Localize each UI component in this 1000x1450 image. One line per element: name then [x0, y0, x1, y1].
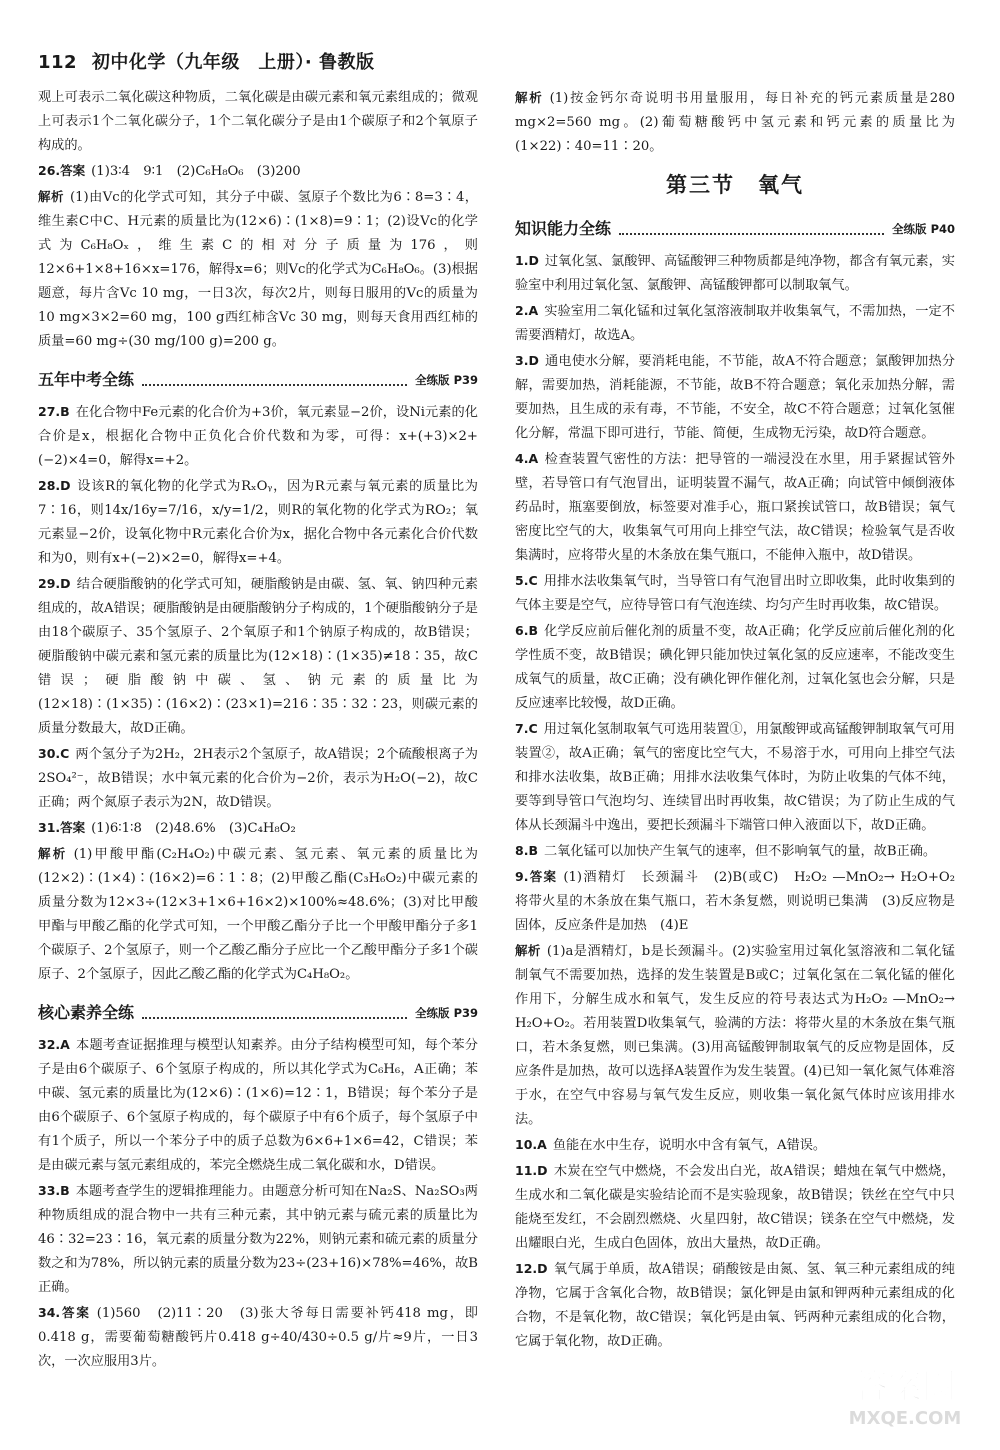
item-text: 氧气属于单质，故A错误；硝酸铵是由氮、氢、氧三种元素组成的纯净物，它属于含氧化合物，故B错误；氯化钾是由氯和钾两种元素组成的化合物，不是氧化物，故C错误；氧化钙是由氧、钙两种元素组成的化合物，它属于氧化物，故D正确。 [515, 1262, 955, 1349]
item-number: 28.D [38, 478, 71, 493]
item-number: 32.A [38, 1037, 70, 1052]
item-text: 过氧化氢、氯酸钾、高锰酸钾三种物质都是纯净物，都含有氧元素，实验室中利用过氧化氢、氯酸钾、高锰酸钾都可以制取氧气。 [515, 254, 955, 293]
item-number: 4.A [515, 451, 539, 466]
item-text: (1)560 (2)11∶20 (3)张大爷每日需要补钙418 mg，即0.418 g，需要葡萄糖酸钙片0.418 g÷40/430÷0.5 g/片≈9片，一日3次，一次应服用3片。 [38, 1306, 478, 1369]
book-title: 初中化学（九年级 上册）· 鲁教版 [91, 52, 375, 73]
answer-item [515, 569, 955, 618]
answer-item [515, 349, 955, 446]
subhead-title: 知识能力全练 [515, 219, 612, 238]
item-number: 12.D [515, 1261, 548, 1276]
item-text: (1)按金钙尔奇说明书用量服用，每日补充的钙元素质量是280 mg×2=560 mg。(2)葡萄糖酸钙中氢元素和钙元素的质量比为(1×22)∶40=11∶20。 [515, 91, 955, 154]
answer-item [515, 619, 955, 716]
item-text: (1)3∶4 9∶1 (2)C₆H₈O₆ (3)200 [91, 164, 301, 179]
item-text: 本题考查学生的逻辑推理能力。由题意分析可知在Na₂S、Na₂SO₃两种物质组成的混合物中一共有三种元素，其中钠元素与硫元素的质量比为46∶32=23∶16，氧元素的质量分数为22%，则钠元素和硫元素的质量分数之和为78%，所以钠元素的质量分数为23÷(23+16)×78%=46%，故B正确。 [38, 1184, 478, 1295]
answer-item [515, 249, 955, 298]
left-column [38, 86, 478, 1375]
item-text: 用过氧化氢制取氧气可选用装置①，用氯酸钾或高锰酸钾制取氧气可用装置②，故A正确；氧气的密度比空气大，不易溶于水，可用向上排空气法和排水法收集，故B正确；用排水法收集气体时，为防止收集的气体不纯，要等到导管口气泡均匀、连续冒出时再收集，故C错误；为了防止生成的气体从长颈漏斗中逸出，要把长颈漏斗下端管口伸入液面以下，故D正确。 [515, 722, 955, 833]
item-text: 二氧化锰可以加快产生氧气的速率，但不影响氧气的量，故B正确。 [543, 844, 937, 859]
dotted-leader [619, 233, 884, 235]
item-number: 33.B [38, 1183, 70, 1198]
item-number: 解析 [515, 943, 541, 958]
item-number: 2.A [515, 303, 539, 318]
page-number: 112 [38, 52, 78, 73]
section-subhead [515, 217, 955, 241]
subhead-title: 核心素养全练 [38, 1003, 135, 1022]
answer-item [38, 842, 478, 987]
answer-list-r-a [515, 86, 955, 159]
item-number: 1.D [515, 253, 539, 268]
answer-item [515, 939, 955, 1132]
item-text: (1)酒精灯 长颈漏斗 (2)B(或C) H₂O₂ —MnO₂→ H₂O+O₂ 将带火星的木条放在集气瓶口，若木条复燃，则说明已集满 (3)反应物是固体，反应条件是加热 (4)E [515, 870, 969, 933]
answer-item [515, 447, 955, 568]
intro-paragraph: 观上可表示二氧化碳这种物质，二氧化碳是由碳元素和氧元素组成的；微观上可表示1个二氧化碳分子，1个二氧化碳分子是由1个碳原子和2个氧原子构成的。 [38, 90, 478, 153]
item-number: 27.B [38, 404, 70, 419]
watermark-text: 答案圈 [854, 1367, 956, 1407]
item-text: 检查装置气密性的方法：把导管的一端浸没在水里，用手紧握试管外壁，若导管口有气泡冒出，证明装置不漏气，故A正确；向试管中倾倒液体药品时，瓶塞要倒放，标签要对准手心，瓶口紧挨试管口，故B错误；氧气密度比空气的大，收集氧气可用向上排空气法，故C错误；检验氧气是否收集满时，应将带火星的木条放在集气瓶口，不能伸入瓶中，故D错误。 [515, 452, 955, 563]
answer-item [38, 816, 478, 841]
answer-list-b [38, 400, 478, 987]
subhead-title: 五年中考全练 [38, 370, 135, 389]
page-header [38, 48, 374, 74]
watermark-logo [820, 1360, 990, 1430]
answer-item [515, 717, 955, 838]
subhead-reference: 全练版 P40 [892, 222, 955, 236]
answer-item [38, 185, 478, 354]
dotted-leader [142, 1017, 407, 1019]
item-text: 用排水法收集氧气时，当导管口有气泡冒出时立即收集，此时收集到的气体主要是空气，应待导管口有气泡连续、均匀产生时再收集，故C错误。 [515, 574, 955, 613]
item-number: 10.A [515, 1137, 547, 1152]
item-text: (1)甲酸甲酯(C₂H₄O₂)中碳元素、氢元素、氧元素的质量比为(12×2)∶(1×4)∶(16×2)=6∶1∶8；(2)甲酸乙酯(C₃H₆O₂)中碳元素的质量分数为12×3÷(12×3+1×6+16×2)×100%≈48.6%；(3)对比甲酸甲酯与甲酸乙酯的化学式可知，一个甲酸乙酯分子比一个甲酸甲酯分子多1个碳原子、2个氢原子，则一个乙酸乙酯分子应比一个乙酸甲酯分子多1个碳原子、2个氢原子，因此乙酸乙酯的化学式为C₄H₈O₂。 [38, 847, 478, 982]
section-subhead [38, 1001, 478, 1025]
answer-item [515, 1257, 955, 1354]
answer-item [515, 299, 955, 348]
answer-item [515, 1159, 955, 1256]
item-number: 8.B [515, 843, 538, 858]
right-column [515, 86, 969, 1355]
answer-item [38, 1033, 478, 1178]
item-number: 3.D [515, 353, 539, 368]
item-number: 11.D [515, 1163, 548, 1178]
answer-item [38, 1179, 478, 1300]
answer-list-a [38, 159, 478, 354]
item-number: 解析 [38, 846, 68, 861]
item-text: 两个氢分子为2H₂，2H表示2个氢原子，故A错误；2个硫酸根离子为2SO₄²⁻，故B错误；水中氧元素的化合价为−2价，表示为H₂O(−2)，故C正确；两个氮原子表示为2N，故D错误。 [38, 747, 478, 810]
item-text: 鱼能在水中生存，说明水中含有氧气，A错误。 [552, 1138, 827, 1153]
item-number: 30.C [38, 746, 70, 761]
answer-list-r-b [515, 249, 969, 1354]
item-number: 34.答案 [38, 1305, 91, 1320]
answer-item [38, 400, 478, 473]
answer-item [38, 1301, 478, 1374]
item-text: (1)由Vc的化学式可知，其分子中碳、氢原子个数比为6∶8=3∶4，维生素C中C、H元素的质量比为(12×6)∶(1×8)=9∶1；(2)设Vc的化学式为C₆H₈Oₓ，维生素C的相对分子质量为176，则12×6+1×8+16×x=176，解得x=6；则Vc的化学式为C₆H₈O₆。(3)根据题意，每片含Vc 10 mg，一日3次，每次2片，则每日服用的Vc的质量为10 mg×3×2=60 mg，100 g西红柿含Vc 30 mg，则每天食用西红柿的质量=60 mg÷(30 mg/100 g)=200 g。 [38, 190, 478, 349]
answer-item [38, 572, 478, 741]
answer-item [38, 474, 478, 571]
watermark-url: MXQE.COM [848, 1408, 962, 1429]
answer-item [515, 839, 955, 864]
answer-item [515, 86, 955, 159]
item-text: 结合硬脂酸钠的化学式可知，硬脂酸钠是由碳、氢、氧、钠四种元素组成的，故A错误；硬脂酸钠是由硬脂酸钠分子构成的，1个硬脂酸钠分子是由18个碳原子、35个氢原子、2个氧原子和1个钠原子构成的，故B错误；硬脂酸钠中碳元素和氢元素的质量比为(12×18)∶(1×35)≠18∶35，故C错误；硬脂酸钠中碳、氢、钠元素的质量比为(12×18)∶(1×35)∶(16×2)∶(23×1)=216∶35∶32∶23，则碳元素的质量分数最大，故D正确。 [38, 577, 478, 736]
item-number: 9.答案 [515, 869, 558, 884]
item-text: 通电使水分解，要消耗电能，不节能，故A不符合题意；氯酸钾加热分解，需要加热，消耗能源，不节能，故B不符合题意；氧化汞加热分解，需要加热，且生成的汞有毒，不节能，不安全，故C不符合题意；过氧化氢催化分解，常温下即可进行，节能、简便，生成物无污染，故D符合题意。 [515, 354, 955, 441]
subhead-reference: 全练版 P39 [415, 1006, 478, 1020]
item-text: (1)a是酒精灯，b是长颈漏斗。(2)实验室用过氧化氢溶液和二氧化锰制氧气不需要加热，选择的发生装置是B或C；过氧化氢在二氧化锰的催化作用下，分解生成水和氧气，发生反应的符号表达式为H₂O₂ —MnO₂→ H₂O+O₂。若用装置D收集氧气，验满的方法：将带火星的木条放在集气瓶口，若木条复燃，则已集满。(3)用高锰酸钾制取氧气的反应物是固体，反应条件是加热，故可以选择A装置作为发生装置。(4)已知一氧化氮气体难溶于水，在空气中容易与氧气发生反应，则收集一氧化氮气体时应该用排水法。 [515, 944, 955, 1127]
item-number: 5.C [515, 573, 538, 588]
answer-item [38, 159, 478, 184]
item-text: 实验室用二氧化锰和过氧化氢溶液制取并收集氧气，不需加热，一定不需要酒精灯，故选A。 [515, 304, 955, 343]
item-text: 木炭在空气中燃烧，不会发出白光，故A错误；蜡烛在氧气中燃烧，生成水和二氧化碳是实验结论而不是实验现象，故B错误；铁丝在空气中只能烧至发红，不会剧烈燃烧、火星四射，故C错误；镁条在空气中燃烧，发出耀眼白光，生成白色固体，放出大量热，故D正确。 [515, 1164, 955, 1251]
item-number: 解析 [515, 90, 544, 105]
answer-item [515, 865, 969, 938]
item-number: 7.C [515, 721, 538, 736]
item-text: 在化合物中Fe元素的化合价为+3价，氧元素显−2价，设Ni元素的化合价是x，根据化合物中正负化合价代数和为零，可得：x+(+3)×2+(−2)×4=0，解得x=+2。 [38, 405, 478, 468]
item-number: 26.答案 [38, 163, 86, 178]
subhead-reference: 全练版 P39 [415, 373, 478, 387]
item-text: 本题考查证据推理与模型认知素养。由分子结构模型可知，每个苯分子是由6个碳原子、6个氢原子构成的，所以其化学式为C₆H₆，A正确；苯中碳、氢元素的质量比为(12×6)∶(1×6)=12∶1，B错误；每个苯分子是由6个碳原子、6个氢原子构成的，每个碳原子中有6个质子，每个氢原子中有1个质子，所以一个苯分子中的质子总数为6×6+1×6=42，C错误；苯是由碳元素与氢元素组成的，苯完全燃烧生成二氧化碳和水，D错误。 [38, 1038, 478, 1173]
item-number: 31.答案 [38, 820, 86, 835]
item-text: (1)6∶1∶8 (2)48.6% (3)C₄H₈O₂ [91, 821, 296, 836]
item-number: 解析 [38, 189, 64, 204]
answer-list-c [38, 1033, 478, 1374]
item-number: 6.B [515, 623, 538, 638]
answer-item [515, 1133, 955, 1158]
item-text: 设该R的氧化物的化学式为RₓOᵧ，因为R元素与氧元素的质量比为7∶16，则14x/16y=7/16，x/y=1/2，则R的氧化物的化学式为RO₂；氧元素显−2价，设氧化物中R元素化合价为x，据化合物中各元素化合价代数和为0，则有x+(−2)×2=0，解得x=+4。 [38, 479, 478, 566]
item-number: 29.D [38, 576, 71, 591]
item-text: 化学反应前后催化剂的质量不变，故A正确；化学反应前后催化剂的化学性质不变，故B错误；碘化钾只能加快过氧化氢的反应速率，不能改变生成氧气的质量，故C正确；没有碘化钾作催化剂，过氧化氢也会分解，只是反应速率比较慢，故D正确。 [515, 624, 955, 711]
section-title: 第三节 氧气 [666, 173, 804, 197]
answer-item [38, 742, 478, 815]
dotted-leader [142, 384, 407, 386]
section-subhead [38, 368, 478, 392]
